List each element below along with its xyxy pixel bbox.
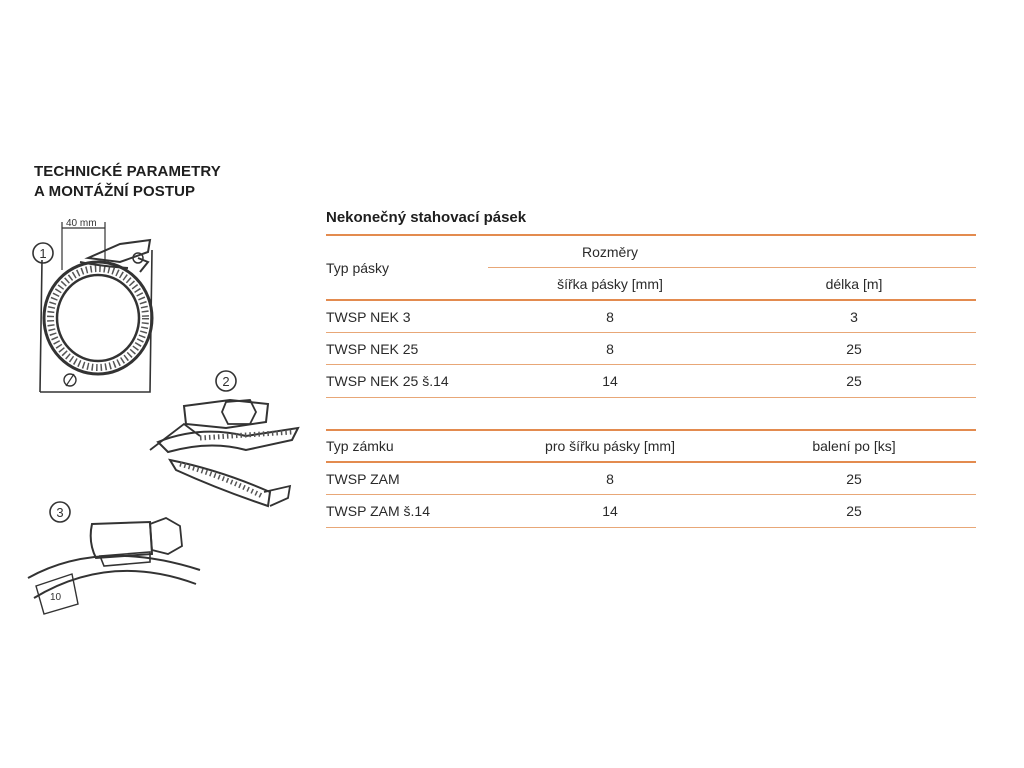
row-divider (326, 364, 976, 365)
table1-top-rule (326, 234, 976, 236)
row-length: 3 (850, 309, 858, 325)
row-width: 14 (602, 503, 618, 519)
table2-header-rule (326, 461, 976, 463)
step-1-number: 1 (39, 246, 47, 261)
step-2-drawing (150, 371, 298, 506)
plate-hole-mark (66, 374, 74, 386)
table1-header-width: šířka pásky [mm] (557, 276, 663, 292)
table2-header-pack: balení po [ks] (812, 438, 896, 454)
table1-header-rule (326, 299, 976, 301)
row-type: TWSP ZAM (326, 471, 400, 487)
row-length: 25 (846, 373, 862, 389)
step-2-number: 2 (222, 374, 230, 389)
table1-header-type: Typ pásky (326, 260, 390, 276)
row-type: TWSP NEK 25 (326, 341, 419, 357)
table2-header-width: pro šířku pásky [mm] (545, 438, 675, 454)
table2-header-type: Typ zámku (326, 438, 394, 454)
row-width: 8 (606, 309, 614, 325)
table-title: Nekonečný stahovací pásek (326, 209, 527, 226)
heading-line-2: A MONTÁŽNÍ POSTUP (34, 183, 196, 200)
assembly-drawings (0, 0, 320, 768)
row-pack: 25 (846, 471, 862, 487)
row-divider (326, 494, 976, 495)
lock-nut (150, 518, 182, 554)
table1-header-length: délka [m] (825, 276, 883, 292)
heading-line-1: TECHNICKÉ PARAMETRY (34, 163, 221, 180)
pipe-arc-outer (28, 556, 200, 578)
band-ring-outer (44, 262, 152, 374)
row-type: TWSP ZAM š.14 (326, 503, 430, 519)
step-3-number: 3 (56, 505, 64, 520)
row-length: 25 (846, 341, 862, 357)
row-divider (326, 527, 976, 528)
step-3-drawing (28, 502, 200, 614)
step-1-dimension: 40 mm (66, 218, 97, 229)
clamp-screw-head (222, 400, 256, 424)
row-width: 14 (602, 373, 618, 389)
band-strip-lower-teeth (180, 464, 262, 496)
row-type: TWSP NEK 25 š.14 (326, 373, 449, 389)
band-ring-teeth (51, 269, 146, 368)
table2-top-rule (326, 429, 976, 431)
table1-header-group: Rozměry (581, 244, 639, 260)
row-width: 8 (606, 341, 614, 357)
band-strip-upper-teeth (200, 432, 292, 438)
row-divider (326, 397, 976, 398)
row-type: TWSP NEK 3 (326, 309, 411, 325)
step-1-drawing (33, 218, 152, 392)
step-3-dimension: 10 (50, 592, 62, 603)
row-divider (326, 332, 976, 333)
row-pack: 25 (846, 503, 862, 519)
table1-group-rule (488, 267, 976, 268)
row-width: 8 (606, 471, 614, 487)
band-ring-inner (57, 275, 139, 361)
